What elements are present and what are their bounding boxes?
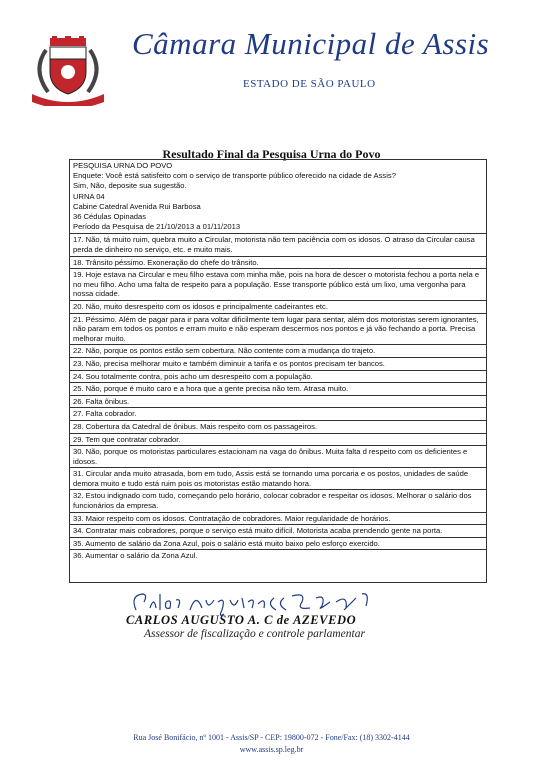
coat-of-arms-logo xyxy=(28,36,108,106)
response-row: 27. Falta cobrador. xyxy=(70,408,486,421)
response-row: 23. Não, precisa melhorar muito e também diminuir a tarifa e os pontos precisam ter bancos. xyxy=(70,358,486,371)
chamber-title: Câmara Municipal de Assis xyxy=(132,26,490,61)
header-line: Enquete: Você está satisfeito com o serviço de transporte público oferecido na cidade de Assis? xyxy=(73,171,396,181)
response-row: 36. Aumentar o salário da Zona Azul. xyxy=(73,551,198,561)
footer-website: www.assis.sp.leg.br xyxy=(239,745,304,754)
results-table xyxy=(69,159,487,583)
response-row: 30. Não, porque os motoristas particulares estacionam na vaga do ônibus. Muita falta d respeito com os deficientes e idosos. xyxy=(70,446,486,468)
signatory-role: Assessor de fiscalização e controle parlamentar xyxy=(144,628,365,640)
response-row: 22. Não, porque os pontos estão sem cobertura. Não contente com a mudança do trajeto. xyxy=(70,345,486,358)
response-row: 17. Não, tá muito ruim, quebra muito a Circular, motorista não tem paciência com os idosos. O atraso da Circular causa perda de dinheiro no serviço, etc. e muito mais. xyxy=(70,234,486,256)
survey-header xyxy=(70,160,486,234)
response-row: 32. Estou indignado com tudo, começando pelo horário, colocar cobrador e respeitar os idosos. Melhorar o salário dos funcionários da empresa. xyxy=(70,490,486,512)
response-row: 28. Cobertura da Catedral de ônibus. Mais respeito com os passageiros. xyxy=(70,421,486,434)
response-row: 31. Circular anda muito atrasada, bom em tudo, Assis está se tornando uma porcaria e os postos, unidades de saúde demora muito e tudo está ruim pois os motoristas estão matando hora. xyxy=(70,468,486,490)
signatory-name: CARLOS AUGUSTO A. C de AZEVEDO xyxy=(126,613,357,627)
response-row: 19. Hoje estava na Circular e meu filho estava com minha mãe, pois na hora de descer o motorista fechou a porta nela e no meu filho. Acho uma falta de respeito para a população. Esse transporte público está um lixo, uma vergonha para nossa cidade. xyxy=(70,269,486,301)
footer-address: Rua José Bonifácio, nº 1001 - Assis/SP - CEP: 19800-072 - Fone/Fax: (18) 3302-4144 xyxy=(133,733,410,742)
response-row: 26. Falta ônibus. xyxy=(70,396,486,409)
response-row: 20. Não, muito desrespeito com os idosos e principalmente cadeirantes etc. xyxy=(70,301,486,314)
response-row: 34. Contratar mais cobradores, porque o serviço está muito difícil. Motorista acaba prendendo gente na porta. xyxy=(70,525,486,538)
response-row: 29. Tem que contratar cobrador. xyxy=(70,434,486,447)
response-row: 35. Aumento de salário da Zona Azul, pois o salário está muito baixo pelo esforço exercido. xyxy=(70,538,486,551)
state-subtitle: ESTADO DE SÃO PAULO xyxy=(243,78,376,90)
header-line: PESQUISA URNA DO POVO xyxy=(73,161,173,170)
header-line: URNA 04 xyxy=(73,191,105,201)
response-row: 18. Trânsito péssimo. Exoneração do chefe do trânsito. xyxy=(70,257,486,270)
header-line: Sim, Não, deposite sua sugestão. xyxy=(73,181,187,191)
document-title: Resultado Final da Pesquisa Urna do Povo xyxy=(162,147,381,161)
header-line: 36 Cédulas Opinadas xyxy=(73,212,147,222)
header-line: Período da Pesquisa de 21/10/2013 a 01/11/2013 xyxy=(73,222,241,232)
response-row: 24. Sou totalmente contra, pois acho um desrespeito com a população. xyxy=(70,371,486,384)
response-row: 21. Péssimo. Além de pagar para ir para voltar dificilmente tem lugar para sentar, além dos motoristas serem ignorantes, não param em todos os pontos e erram muito e não esperam descermos nos pontos e já vão fechando a porta. Precisa melhorar muito. xyxy=(70,314,486,346)
header-line: Cabine Catedral Avenida Rui Barbosa xyxy=(73,201,201,211)
response-row: 33. Maior respeito com os idosos. Contratação de cobradores. Maior regularidade de horários. xyxy=(70,513,486,526)
response-row: 25. Não, porque é muito caro e a hora que a gente precisa não tem. Atrasa muito. xyxy=(70,383,486,396)
